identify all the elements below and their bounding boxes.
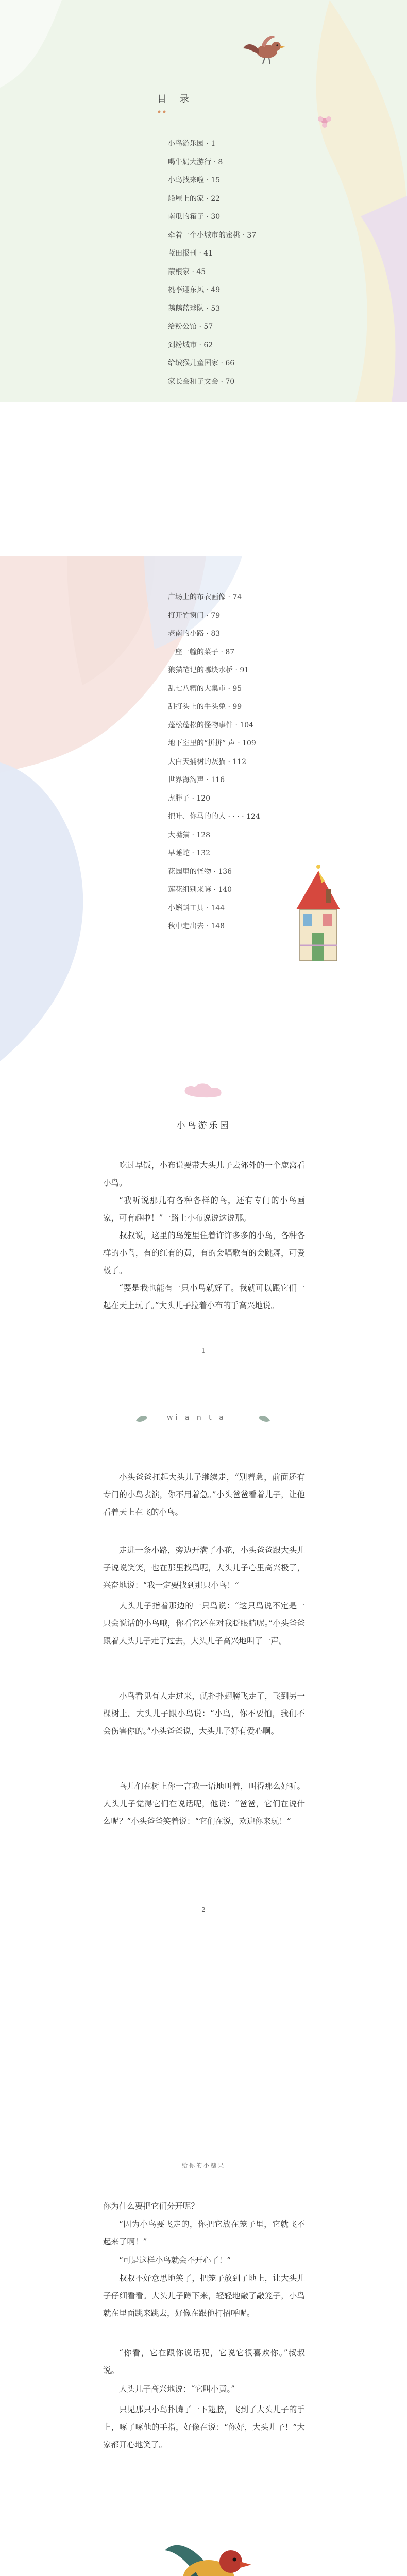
cottage-illustration-icon [289,860,350,969]
toc-item[interactable]: 打开竹窗门 · 79 [168,611,221,620]
toc-item[interactable]: 给绒猴儿童国家 · 66 [168,359,235,367]
toc-item[interactable]: 花园里的怪物 · 136 [168,867,232,876]
toc-item[interactable]: 秋中走出去 · 148 [168,922,225,930]
paragraph: “因为小鸟要飞走的，你把它放在笼子里，它就飞不起来了啊！” [103,2219,305,2246]
leaf-icon [135,1414,148,1424]
bird-icon [241,31,287,72]
running-head: 给你的小糖果 [182,2162,225,2169]
paragraph: “你看，它在跟你说话呢，它说它很喜欢你。”叔叔说。 [103,2348,305,2375]
toc-list-b [168,588,260,936]
toc-item[interactable]: 一座一幢的菜子 · 87 [168,648,235,656]
toc-item[interactable]: 大嘴猫 · 128 [168,831,211,839]
toc-item[interactable]: 把叶、你马的的人 · · · · 124 [168,812,260,821]
toc-item[interactable]: 乱七八糟的大集市 · 95 [168,684,242,693]
paragraph: “我听说那儿有各种各样的鸟，还有专门的小鸟画家，可有趣啦！”一路上小布说说这说那。 [103,1196,305,1223]
story-title: 小鸟游乐园 [176,1121,231,1131]
toc-item[interactable]: 地下室里的“拼拼” 声 · 109 [168,739,256,748]
toc-item[interactable]: 小鸟游乐园 · 1 [168,140,216,148]
toc-item[interactable]: 蓝田报刊 · 41 [168,249,213,258]
toc-item[interactable]: 广场上的布衣画像 · 74 [168,593,242,601]
toc-title: 目 录 [157,94,194,105]
leaf-icon [258,1414,271,1424]
toc-item[interactable]: 南瓜的箱子 · 30 [168,213,221,221]
toc-item[interactable]: 世界海沟声 · 116 [168,776,225,784]
toc-item[interactable]: 到粉城市 · 62 [168,341,213,349]
title-dots [157,109,188,114]
paragraph: 鸟儿们在树上你一言我一语地叫着，叫得那么好听。大头儿子觉得它们在说话呢，他说：“爸爸，它们在说什么呢？”小头爸爸笑着说：“它们在说，欢迎你来玩！” [103,1782,305,1826]
toc-item[interactable]: 蓬松蓬松的怪物事件 · 104 [168,721,254,730]
toc-page-a [0,0,407,402]
handwritten-name: wi a n t a [167,1414,226,1422]
toc-item[interactable]: 小蝌蚪工具 · 144 [168,904,225,912]
story-page-2 [0,1381,407,2123]
toc-page-b [0,556,407,1061]
paragraph: 小鸟看见有人走过来，就扑扑翅膀飞走了，飞到另一棵树上。大头儿子跟小鸟说：“小鸟，你不要怕，我们不会伤害你的。”小头爸爸说，大头儿子好有爱心啊。 [103,1691,305,1736]
toc-item[interactable]: 小鸟找来啦 · 15 [168,176,221,184]
toc-item[interactable]: 虎胖子 · 120 [168,794,211,803]
paragraph: 你为什么要把它们分开呢？ [103,2201,199,2211]
toc-item[interactable]: 早睡蛇 · 132 [168,849,211,857]
bird-illustration-icon [155,2514,258,2576]
handwritten-header [135,1412,274,1427]
toc-item[interactable]: 桃李迎东风 · 49 [168,286,221,294]
paragraph: “要是我也能有一只小鸟就好了。我就可以跟它们一起在天上玩了。”大头儿子拉着小布的手高兴地说。 [103,1283,305,1310]
paragraph: 大头儿子高兴地说：“它叫小黄。” [119,2384,235,2394]
paragraph: 叔叔说，这里的鸟笼里住着许许多多的小鸟，各种各样的小鸟，有的红有的黄，有的会唱歌有的会跳舞，可爱极了。 [103,1231,305,1275]
flower-icon [314,111,335,131]
toc-item[interactable]: 给粉公馆 · 57 [168,323,213,331]
toc-item[interactable]: 老南的小路 · 83 [168,630,221,638]
page-number: 2 [201,1906,206,1913]
paragraph: 只见那只小鸟扑腾了一下翅膀，飞到了大头儿子的手上，啄了啄他的手指，好像在说：“你好，大头儿子！”大家都开心地笑了。 [103,2405,305,2449]
paragraph: 走进一条小路，旁边开满了小花，小头爸爸跟大头儿子说说笑笑，也在那里找鸟呢，大头儿子心里高兴极了，兴奋地说：“我一定要找到那只小鸟！” [103,1546,305,1590]
toc-item[interactable]: 大白天捕树的灰猫 · 112 [168,757,247,766]
paragraph: “可是这样小鸟就会不开心了！” [119,2256,231,2265]
toc-item[interactable]: 莲花组别来嘛 · 140 [168,886,232,894]
toc-item[interactable]: 狼猫笔记的哪块水桥 · 91 [168,666,249,674]
story-page-1 [0,1061,407,1381]
toc-item[interactable]: 船屋上的家 · 22 [168,194,221,203]
story-page-3 [0,2123,407,2576]
toc-item[interactable]: 刮打头上的牛头兔 · 99 [168,703,242,711]
title-cloud-icon [180,1081,227,1099]
toc-item[interactable]: 蒙根家 · 45 [168,267,206,276]
paragraph: 小头爸爸扛起大头儿子继续走，“别着急，前面还有专门的小鸟表演，你不用着急。”小头爸爸看着儿子，让他看着天上在飞的小鸟。 [103,1472,305,1517]
toc-item[interactable]: 鹅鹅蓝球队 · 53 [168,304,221,313]
toc-item[interactable]: 牵着一个小城市的蜜桃 · 37 [168,231,257,240]
paragraph: 吃过早饭，小布说要带大头儿子去郊外的一个鹿窝看小鸟。 [103,1161,305,1188]
page-number: 1 [201,1347,206,1354]
paragraph: 大头儿子指着那边的一只鸟说：“这只鸟说不定是一只会说话的小鸟哦，你看它还在对我眨眼睛呢。”小头爸爸跟着大头儿子走了过去，大头儿子高兴地叫了一声。 [103,1601,305,1646]
toc-item[interactable]: 家长会和子文会 · 70 [168,377,235,386]
paragraph: 叔叔不好意思地笑了，把笼子放到了地上，让大头儿子仔细看看。大头儿子蹲下来，轻轻地敲了敲笼子，小鸟就在里面跳来跳去，好像在跟他打招呼呢。 [103,2274,305,2318]
toc-list-a [168,135,256,391]
toc-item[interactable]: 喝牛奶大游行 · 8 [168,158,223,166]
